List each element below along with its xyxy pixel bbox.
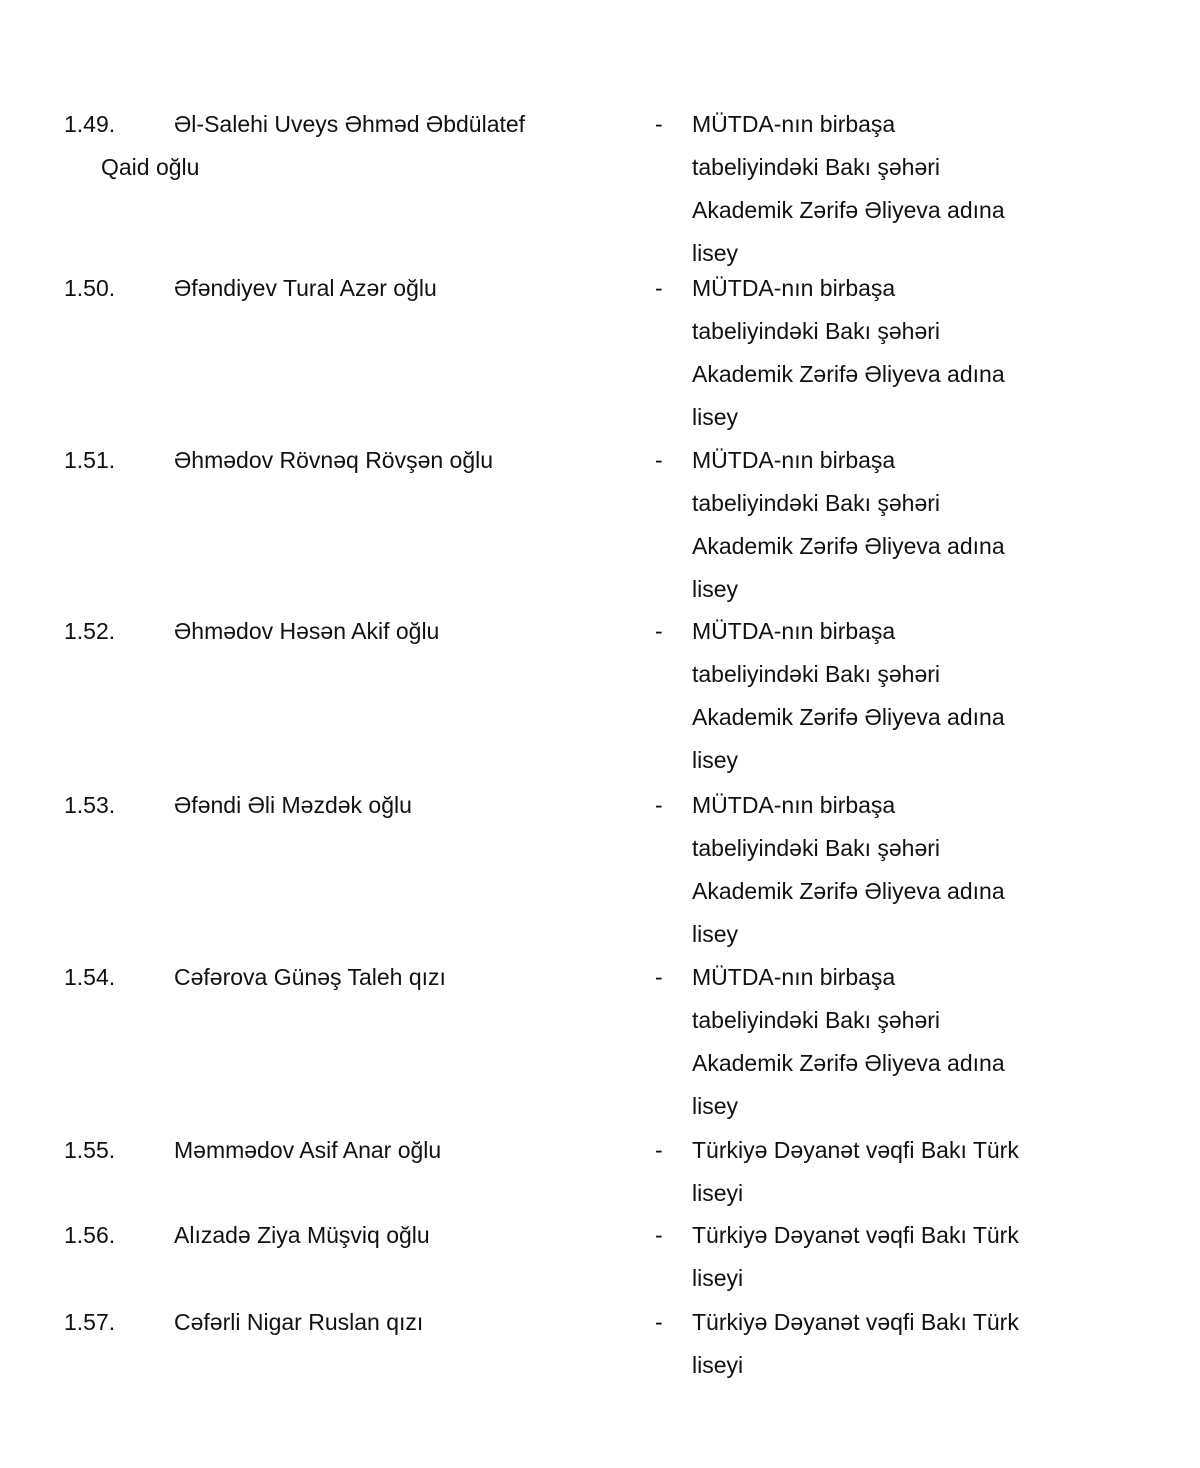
entry-number: 1.51. <box>64 447 116 473</box>
organization-line: tabeliyindəki Bakı şəhəri <box>692 318 941 344</box>
organization-line: MÜTDA-nın birbaşa <box>692 447 896 473</box>
entry-dash: - <box>655 1222 663 1248</box>
organization-line: tabeliyindəki Bakı şəhəri <box>692 835 941 861</box>
entry-number: 1.53. <box>64 792 116 818</box>
organization-line: Türkiyə Dəyanət vəqfi Bakı Türk <box>692 1309 1019 1335</box>
organization-line: MÜTDA-nın birbaşa <box>692 275 896 301</box>
entry-dash: - <box>655 792 663 818</box>
entry-name: Əl-Salehi Uveys Əhməd Əbdülatef <box>174 111 526 137</box>
entry-number: 1.50. <box>64 275 116 301</box>
entry-name: Əfəndiyev Tural Azər oğlu <box>174 275 437 301</box>
organization-line: tabeliyindəki Bakı şəhəri <box>692 154 941 180</box>
organization-line: Akademik Zərifə Əliyeva adına <box>692 197 1005 223</box>
organization-line: Akademik Zərifə Əliyeva adına <box>692 878 1005 904</box>
organization-line: Akademik Zərifə Əliyeva adına <box>692 1050 1005 1076</box>
entry-number: 1.55. <box>64 1137 116 1163</box>
entry-organization <box>692 784 1005 956</box>
entry-organization <box>692 103 1005 275</box>
entry-number: 1.52. <box>64 618 116 644</box>
organization-line: Türkiyə Dəyanət vəqfi Bakı Türk <box>692 1222 1019 1248</box>
entry-number: 1.49. <box>64 111 116 137</box>
organization-line: tabeliyindəki Bakı şəhəri <box>692 661 941 687</box>
entry-organization <box>692 1214 1019 1300</box>
organization-line: tabeliyindəki Bakı şəhəri <box>692 490 941 516</box>
entry-name: Əfəndi Əli Məzdək oğlu <box>174 792 412 818</box>
entry-organization <box>692 1301 1019 1387</box>
entry-dash: - <box>655 964 663 990</box>
organization-line: MÜTDA-nın birbaşa <box>692 792 896 818</box>
entry-dash: - <box>655 111 663 137</box>
entry-dash: - <box>655 618 663 644</box>
entry-name: Cəfərli Nigar Ruslan qızı <box>174 1309 424 1335</box>
organization-line: tabeliyindəki Bakı şəhəri <box>692 1007 941 1033</box>
organization-line: lisey <box>692 1093 739 1119</box>
entry-organization <box>692 1129 1019 1215</box>
organization-line: MÜTDA-nın birbaşa <box>692 964 896 990</box>
entry-number: 1.56. <box>64 1222 116 1248</box>
entry-dash: - <box>655 1309 663 1335</box>
entry-number: 1.57. <box>64 1309 116 1335</box>
organization-line: lisey <box>692 576 739 602</box>
entry-dash: - <box>655 275 663 301</box>
organization-line: Akademik Zərifə Əliyeva adına <box>692 704 1005 730</box>
entry-dash: - <box>655 447 663 473</box>
organization-line: lisey <box>692 240 739 266</box>
entry-name-continuation: Qaid oğlu <box>101 154 200 180</box>
entry-number: 1.54. <box>64 964 116 990</box>
organization-line: lisey <box>692 404 739 430</box>
entry-dash: - <box>655 1137 663 1163</box>
entry-organization <box>692 610 1005 782</box>
entry-organization <box>692 439 1005 611</box>
organization-line: Akademik Zərifə Əliyeva adına <box>692 533 1005 559</box>
organization-line: Türkiyə Dəyanət vəqfi Bakı Türk <box>692 1137 1019 1163</box>
entry-name: Məmmədov Asif Anar oğlu <box>174 1137 442 1163</box>
organization-line: liseyi <box>692 1180 744 1206</box>
entry-name: Əhmədov Həsən Akif oğlu <box>174 618 440 644</box>
entry-organization <box>692 267 1005 439</box>
organization-line: Akademik Zərifə Əliyeva adına <box>692 361 1005 387</box>
entry-name: Əhmədov Rövnəq Rövşən oğlu <box>174 447 494 473</box>
organization-line: lisey <box>692 921 739 947</box>
organization-line: liseyi <box>692 1352 744 1378</box>
entry-name: Cəfərova Günəş Taleh qızı <box>174 964 446 990</box>
organization-line: liseyi <box>692 1265 744 1291</box>
organization-line: MÜTDA-nın birbaşa <box>692 111 896 137</box>
entry-name: Alızadə Ziya Müşviq oğlu <box>174 1222 430 1248</box>
organization-line: lisey <box>692 747 739 773</box>
organization-line: MÜTDA-nın birbaşa <box>692 618 896 644</box>
entry-organization <box>692 956 1005 1128</box>
